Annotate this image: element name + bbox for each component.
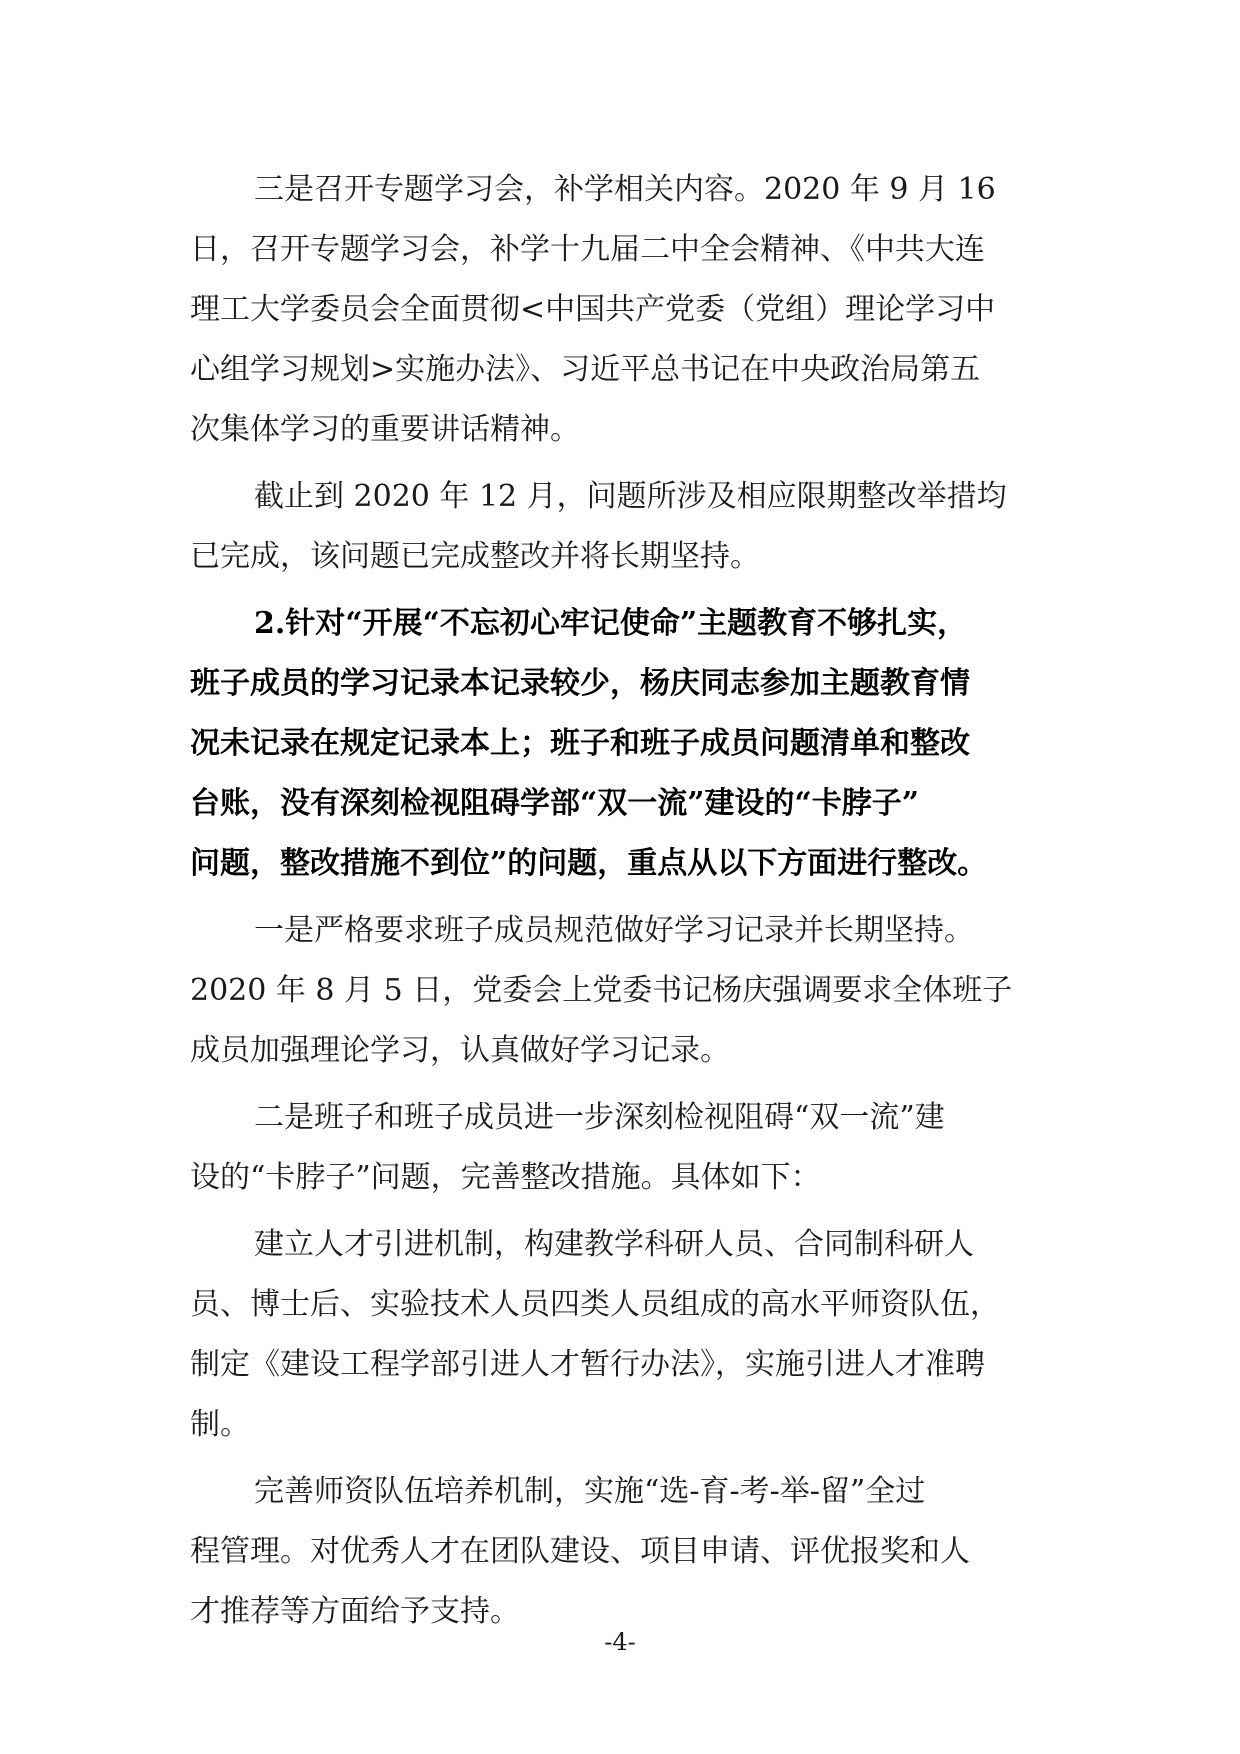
- paragraph-p1: [190, 160, 1050, 460]
- paragraph-gap: [190, 1081, 1050, 1088]
- paragraph-line: 已完成，该问题已完成整改并将长期坚持。: [190, 539, 760, 574]
- paragraph-p4: [190, 901, 1050, 1081]
- paragraph-line: 截止到 2020 年 12 月，问题所涉及相应限期整改举措均: [254, 479, 1007, 514]
- paragraph-line: 才推荐等方面给予支持。: [190, 1594, 520, 1629]
- paragraph-gap: [190, 1208, 1050, 1215]
- paragraph-line: 二是班子和班子成员进一步深刻检视阻碍“双一流”建: [254, 1100, 945, 1135]
- paragraph-line: 理工大学委员会全面贯彻<中国共产党委（党组）理论学习中: [190, 292, 996, 327]
- paragraph-line: 制。: [190, 1407, 250, 1442]
- paragraph-line: 况未记录在规定记录本上；班子和班子成员问题清单和整改: [190, 726, 970, 761]
- paragraph-p6: [190, 1215, 1050, 1455]
- paragraph-line: 日，召开专题学习会，补学十九届二中全会精神、《中共大连: [190, 232, 985, 267]
- paragraph-line: 设的“卡脖子”问题，完善整改措施。具体如下：: [190, 1160, 821, 1195]
- paragraph-gap: [190, 460, 1050, 467]
- paragraph-p5: [190, 1088, 1050, 1208]
- page-number: -4-: [604, 1628, 636, 1656]
- paragraph-line: 台账，没有深刻检视阻碍学部“双一流”建设的“卡脖子”: [190, 786, 920, 821]
- paragraph-p3: [190, 594, 1050, 894]
- paragraph-line: 制定《建设工程学部引进人才暂行办法》，实施引进人才准聘: [190, 1347, 985, 1382]
- paragraph-line: 班子成员的学习记录本记录较少，杨庆同志参加主题教育情: [190, 666, 970, 701]
- paragraph-line: 问题，整改措施不到位”的问题，重点从以下方面进行整改。: [190, 846, 988, 881]
- paragraph-line: 完善师资队伍培养机制，实施“选-育-考-举-留”全过: [254, 1474, 926, 1509]
- paragraph-line: 心组学习规划>实施办法》、习近平总书记在中央政治局第五: [190, 352, 981, 387]
- paragraph-gap: [190, 894, 1050, 901]
- paragraph-line: 一是严格要求班子成员规范做好学习记录并长期坚持。: [254, 913, 974, 948]
- paragraph-line: 2.针对“开展“不忘初心牢记使命”主题教育不够扎实，: [254, 606, 968, 641]
- document-body: [190, 160, 1050, 1642]
- paragraph-line: 程管理。对优秀人才在团队建设、项目申请、评优报奖和人: [190, 1534, 970, 1569]
- paragraph-p2: [190, 467, 1050, 587]
- paragraph-line: 员、博士后、实验技术人员四类人员组成的高水平师资队伍，: [190, 1287, 1000, 1322]
- paragraph-gap: [190, 1455, 1050, 1462]
- paragraph-line: 次集体学习的重要讲话精神。: [190, 412, 580, 447]
- paragraph-gap: [190, 587, 1050, 594]
- paragraph-line: 2020 年 8 月 5 日，党委会上党委书记杨庆强调要求全体班子: [190, 973, 1013, 1008]
- paragraph-p7: [190, 1462, 1050, 1642]
- paragraph-line: 建立人才引进机制，构建教学科研人员、合同制科研人: [254, 1227, 974, 1262]
- paragraph-line: 三是召开专题学习会，补学相关内容。2020 年 9 月 16: [254, 172, 996, 207]
- paragraph-line: 成员加强理论学习，认真做好学习记录。: [190, 1033, 730, 1068]
